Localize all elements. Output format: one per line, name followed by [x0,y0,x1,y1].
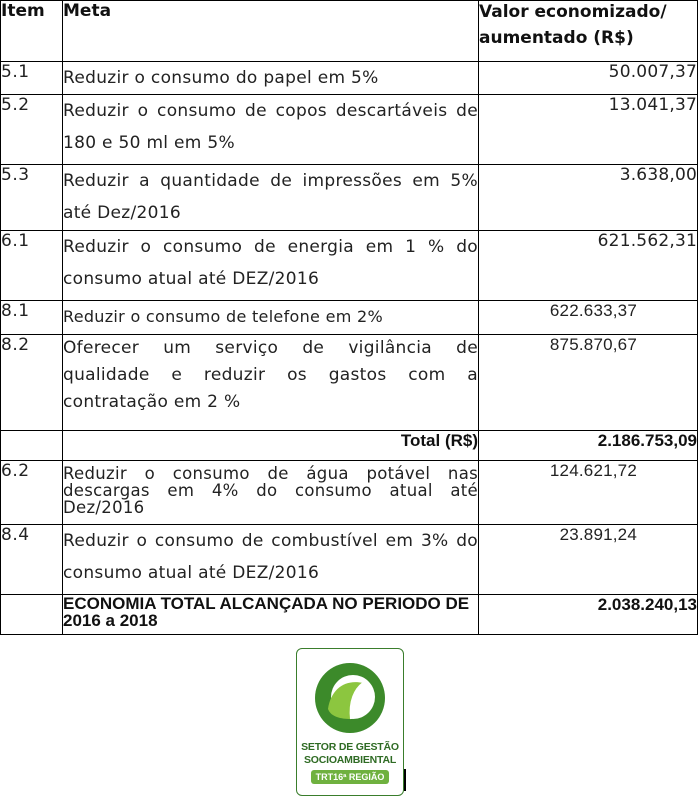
row-value: 621.562,31 [479,231,698,301]
row-meta: Reduzir o consumo de telefone em 2% [63,301,479,335]
header-item: Item [1,1,63,62]
total-value: 2.186.753,09 [479,431,698,461]
table-row [1,165,698,231]
table-row [1,525,698,595]
grand-total-value: 2.038.240,13 [479,595,698,635]
row-meta: Oferecer um serviço de vigilância de qualidade e reduzir os gastos com a contratação em 2 % [63,335,479,431]
header-value-line2: aumentado (R$) [479,28,634,48]
table-row [1,335,698,431]
sustainability-logo [296,648,404,796]
header-value [479,1,698,62]
grand-total-row [1,595,698,635]
logo-badge: TRT16ª REGIÃO [311,770,389,784]
row-value: 3.638,00 [479,165,698,231]
row-item: 6.1 [1,231,63,301]
row-meta: Reduzir o consumo de copos descartáveis de 180 e 50 ml em 5% [63,95,479,165]
row-value: 875.870,67 [479,335,698,431]
row-meta: Reduzir a quantidade de impressões em 5% até Dez/2016 [63,165,479,231]
table-row [1,231,698,301]
grand-total-empty-cell [1,595,63,635]
grand-total-label: ECONOMIA TOTAL ALCANÇADA NO PERIODO DE 2016 a 2018 [63,595,479,635]
row-item: 8.1 [1,301,63,335]
row-item: 8.2 [1,335,63,431]
table-row [1,95,698,165]
row-meta: Reduzir o consumo de energia em 1 % do consumo atual até DEZ/2016 [63,231,479,301]
total-label: Total (R$) [63,431,479,461]
logo-line1: SETOR DE GESTÃO [301,741,399,753]
row-value: 13.041,37 [479,95,698,165]
row-item: 8.4 [1,525,63,595]
row-item: 5.3 [1,165,63,231]
row-value: 23.891,24 [479,525,698,595]
header-row [1,1,698,62]
row-item: 5.2 [1,95,63,165]
logo-divider [404,769,406,791]
row-value: 622.633,37 [479,301,698,335]
row-value: 50.007,37 [479,62,698,95]
row-meta: Reduzir o consumo do papel em 5% [63,62,479,95]
header-meta: Meta [63,1,479,62]
table-row [1,62,698,95]
table-row [1,301,698,335]
total-empty-cell [1,431,63,461]
table-row [1,461,698,525]
header-value-line1: Valor economizado/ [479,2,667,22]
row-item: 5.1 [1,62,63,95]
row-meta: Reduzir o consumo de água potável nas descargas em 4% do consumo atual até Dez/2016 [63,461,479,525]
row-item: 6.2 [1,461,63,525]
leaf-ring-icon [311,659,389,737]
row-meta: Reduzir o consumo de combustível em 3% do consumo atual até DEZ/2016 [63,525,479,595]
total-row [1,431,698,461]
row-value: 124.621,72 [479,461,698,525]
logo-line2: SOCIOAMBIENTAL [303,754,397,766]
